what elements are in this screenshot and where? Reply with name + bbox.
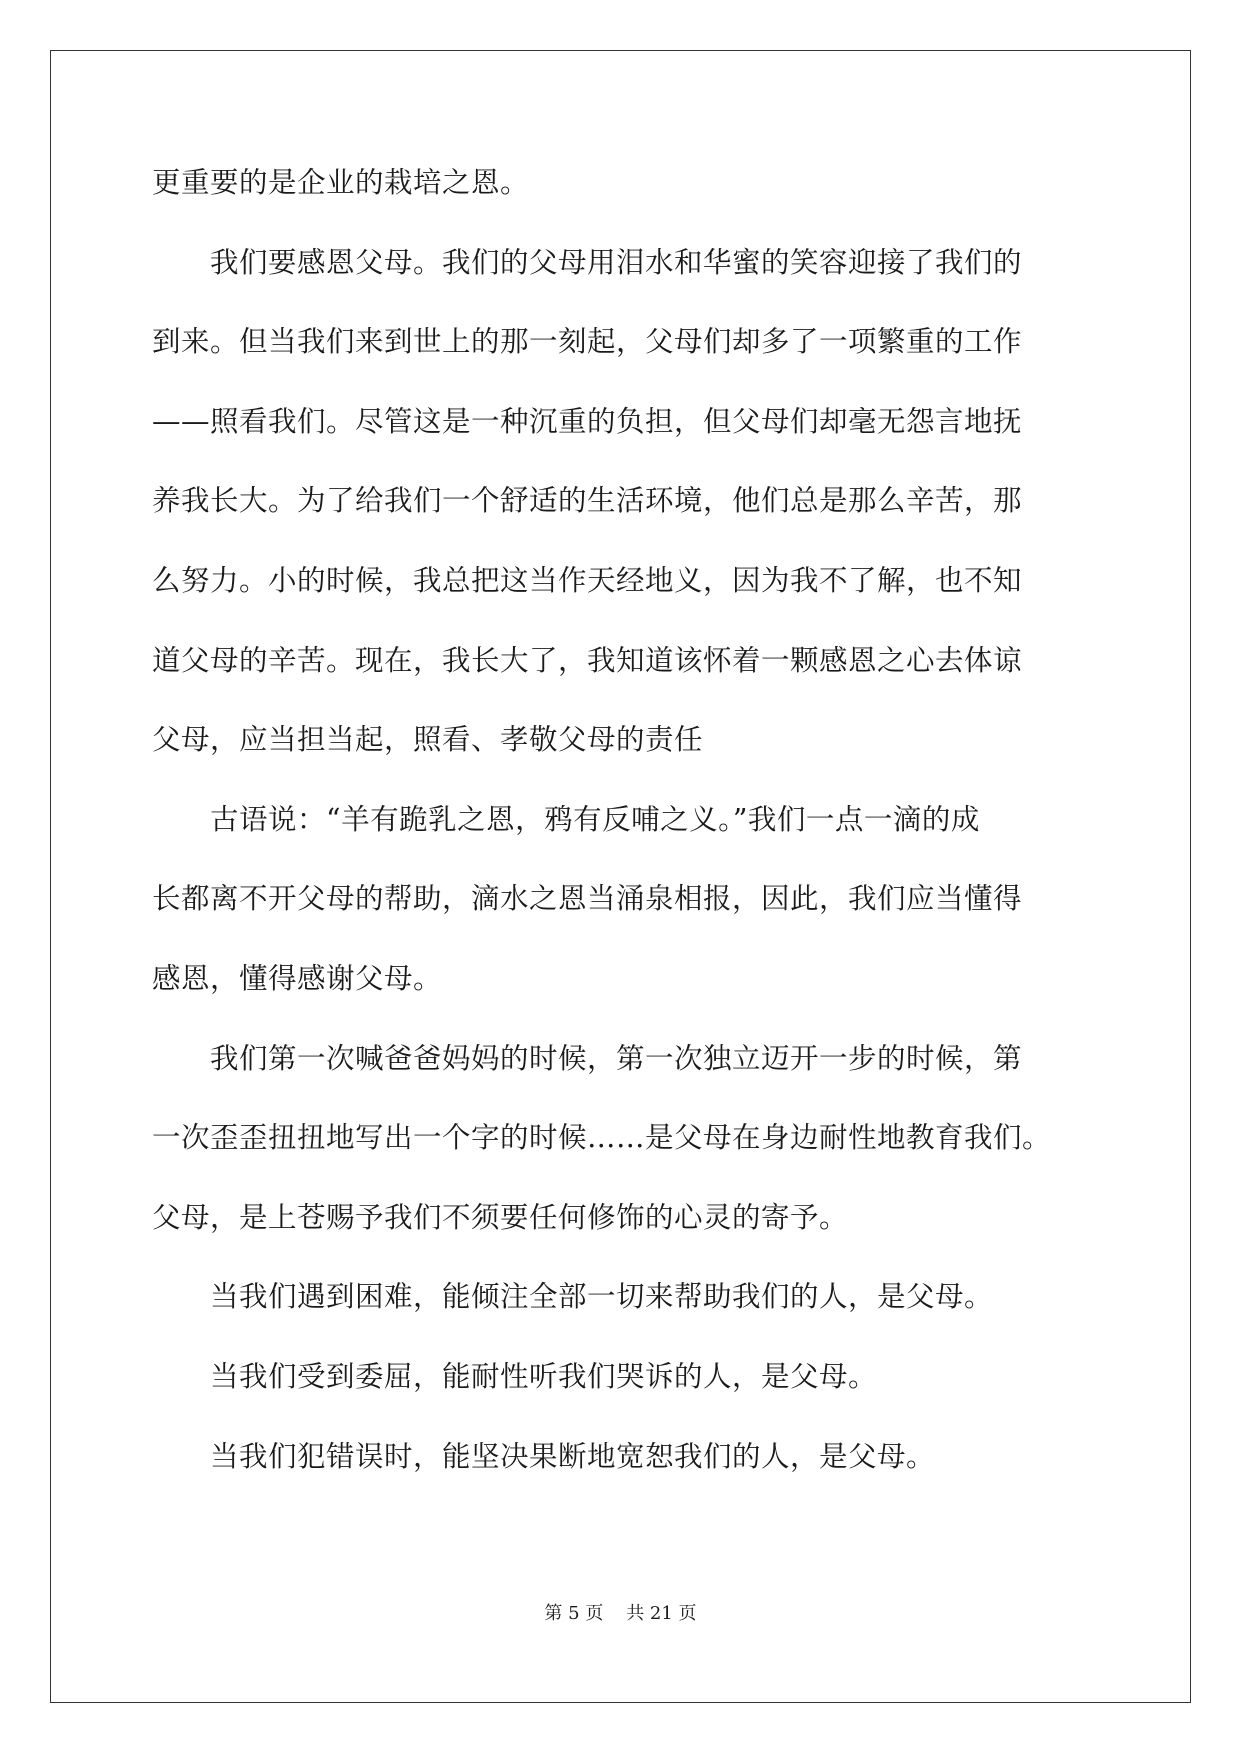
text-line: 更重要的是企业的栽培之恩。 [152, 166, 530, 199]
text-line: 感恩，懂得感谢父母。 [152, 962, 443, 995]
text-line: 养我长大。为了给我们一个舒适的生活环境，他们总是那么辛苦，那 [152, 484, 1023, 518]
text-line: ——照看我们。尽管这是一种沉重的负担，但父母们却毫无怨言地抚 [152, 404, 1023, 438]
text-line: 当我们犯错误时，能坚决果断地宽恕我们的人，是父母。 [210, 1439, 936, 1473]
text-line: 古语说：“羊有跪乳之恩，鸦有反哺之义。”我们一点一滴的成 [210, 802, 980, 836]
text-line: 我们要感恩父母。我们的父母用泪水和华蜜的笑容迎接了我们的 [210, 245, 1023, 279]
text-line: 当我们受到委屈，能耐性听我们哭诉的人，是父母。 [210, 1360, 878, 1393]
text-line: 道父母的辛苦。现在，我长大了，我知道该怀着一颗感恩之心去体谅 [152, 643, 1023, 677]
page-number-footer: 第 5 页 共 21 页 [544, 1603, 697, 1624]
text-line: 一次歪歪扭扭地写出一个字的时候……是父母在身边耐性地教育我们。 [152, 1121, 1052, 1155]
text-line: 么努力。小的时候，我总把这当作天经地义，因为我不了解，也不知 [152, 564, 1023, 597]
text-line: 父母，是上苍赐予我们不须要任何修饰的心灵的寄予。 [152, 1200, 849, 1234]
text-line: 当我们遇到困难，能倾注全部一切来帮助我们的人，是父母。 [210, 1280, 994, 1314]
text-line: 长都离不开父母的帮助，滴水之恩当涌泉相报，因此，我们应当懂得 [152, 882, 1023, 916]
text-line: 父母，应当担当起，照看、孝敬父母的责任 [152, 723, 704, 757]
text-line: 我们第一次喊爸爸妈妈的时候，第一次独立迈开一步的时候，第 [210, 1041, 1023, 1075]
text-line: 到来。但当我们来到世上的那一刻起，父母们却多了一项繁重的工作 [152, 325, 1023, 359]
